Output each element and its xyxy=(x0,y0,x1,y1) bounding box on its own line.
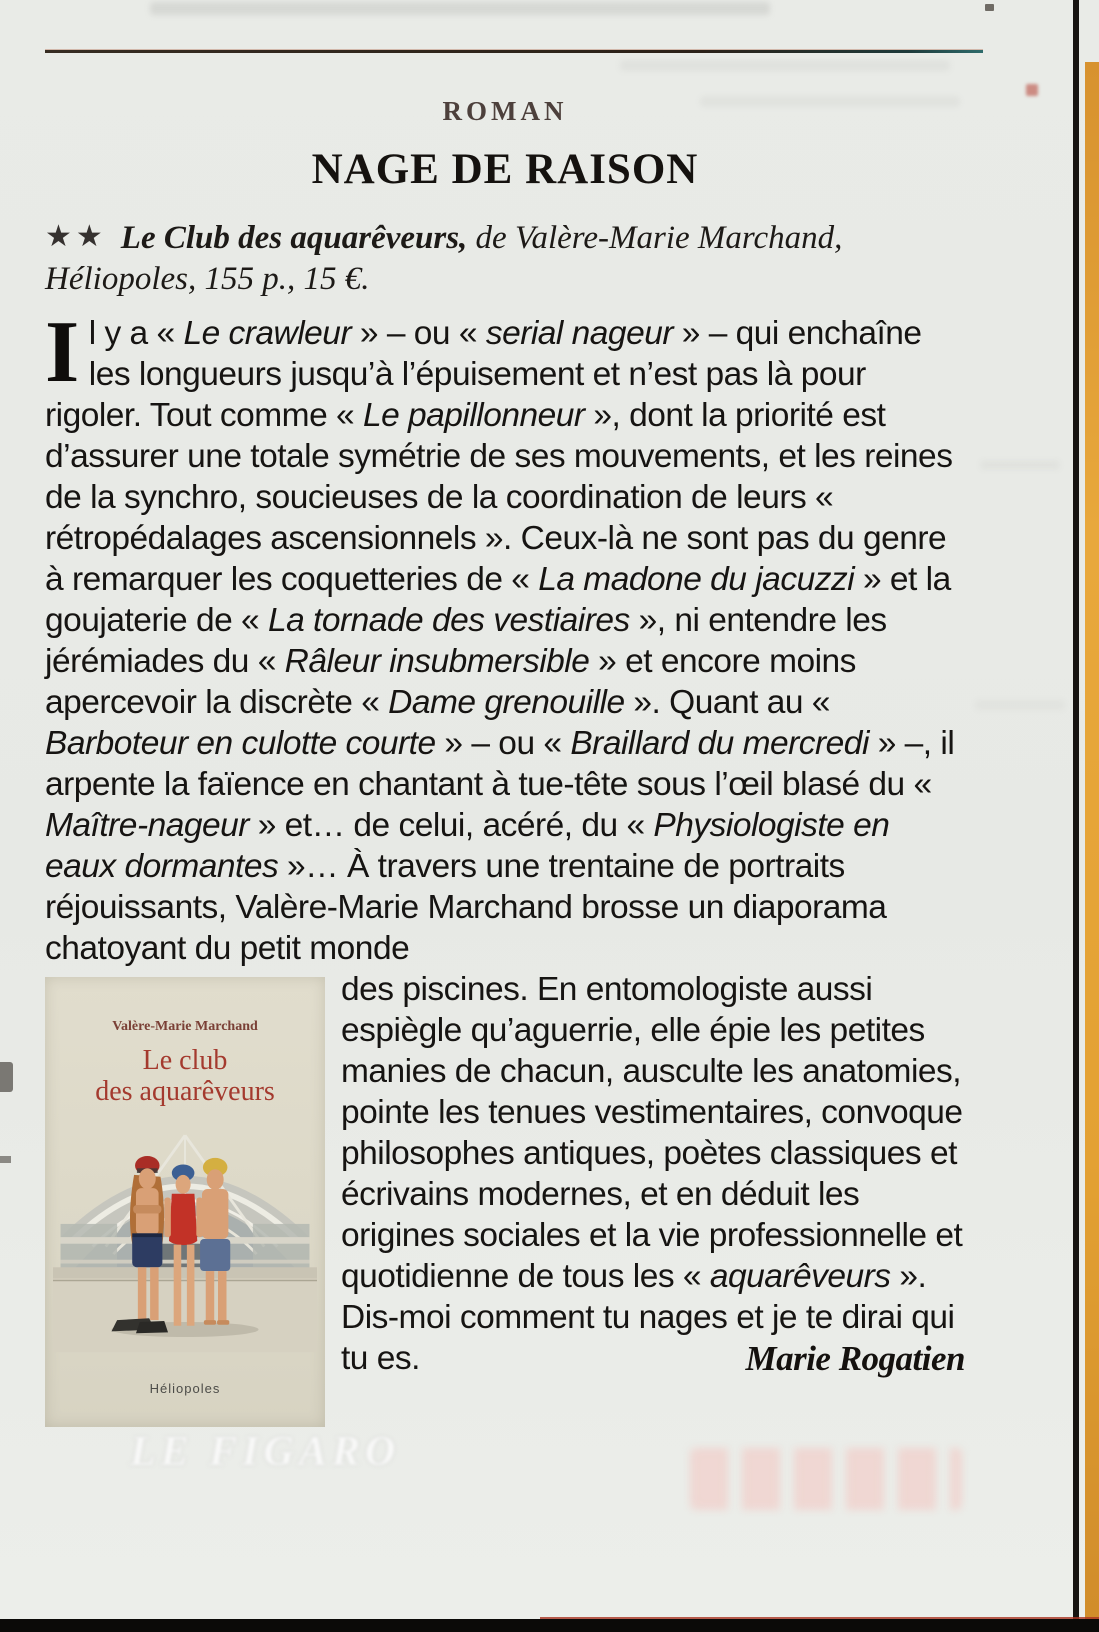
red-ink-speck xyxy=(1026,84,1038,96)
book-publisher-price: Héliopoles, 155 p., 15 €. xyxy=(45,261,370,297)
body-segment: » – qui enchaîne les longueurs jusqu’à l’épuisement et n’est pas là pour rigoler. Tout comme « xyxy=(45,315,922,434)
italic-phrase: Râleur insubmersible xyxy=(284,643,590,680)
cover-title-line1: Le club xyxy=(142,1045,228,1076)
ink-speck xyxy=(985,4,994,11)
cover-publisher: Héliopoles xyxy=(149,1381,221,1396)
bleed-through-masthead: LE FIGARO xyxy=(130,1429,401,1475)
body-segment: » et la goujaterie de « xyxy=(45,561,951,639)
bleed-through-smudge xyxy=(975,700,1065,710)
italic-phrase: Dame grenouille xyxy=(388,684,625,721)
cover-title-line2: des aquarêveurs xyxy=(95,1076,275,1107)
article-column xyxy=(45,96,965,1431)
right-column-rule xyxy=(1073,0,1079,1632)
book-cover-illustration xyxy=(53,1119,317,1359)
italic-phrase: Le papillonneur xyxy=(362,397,585,434)
rating-stars: ★★ xyxy=(45,220,107,253)
italic-phrase: Physiologiste en eaux dormantes xyxy=(45,807,890,885)
clipped-neighbor-text-mark xyxy=(0,1062,13,1092)
book-cover xyxy=(45,977,325,1427)
italic-phrase: Le crawleur xyxy=(183,315,352,352)
body-segment: » – ou « xyxy=(435,725,571,762)
body-segment: des piscines. En entomologiste aussi espiègle qu’aguerrie, elle épie les petites manies de chacun, ausculte les anatomies, pointe les tenues vestimentaires, convoque philosophes antiques, poètes classiques et écrivains modernes, et en déduit les origines sociales et la vie professionnelle et quotidienne de tous les « xyxy=(341,971,963,1295)
body-segment: » et… de celui, acéré, du « xyxy=(248,807,654,844)
clipped-neighbor-text-mark xyxy=(0,1156,11,1163)
section-kicker: ROMAN xyxy=(442,96,568,126)
bleed-through-pink-letters xyxy=(690,1448,962,1510)
body-segment: »… À travers une trentaine de portraits réjouissants, Valère-Marie Marchand brosse un diaporama chatoyant du petit monde xyxy=(45,848,887,967)
body-segment: », ni entendre les jérémiades du « xyxy=(45,602,887,680)
body-segment: ». Dis-moi comment tu nages et je te dirai qui tu es. xyxy=(341,1258,955,1377)
italic-phrase: Barboteur en culotte courte xyxy=(45,725,436,762)
body-segment: », dont la priorité est d’assurer une totale symétrie de ses mouvements, et les reines de la synchro, soucieuses de la coordination de leurs « rétropédalages ascensionnels ». Ceux-là ne sont pas du genre à remarquer les coquetteries de « xyxy=(45,397,953,598)
bleed-through-smudge xyxy=(620,60,950,71)
scan-edge-black-strip xyxy=(0,1619,1099,1632)
body-segment: » –, il arpente la faïence en chantant à tue-tête sous l’œil blasé du « xyxy=(45,725,955,803)
drop-cap: I xyxy=(45,304,79,401)
body-segment: ». Quant au « xyxy=(624,684,830,721)
italic-phrase: serial nageur xyxy=(485,315,673,352)
article-title: NAGE DE RAISON xyxy=(311,146,699,193)
bleed-through-smudge xyxy=(150,2,770,15)
article-body-part1 xyxy=(45,304,965,969)
top-horizontal-rule xyxy=(45,50,983,53)
author-signature: Marie Rogatien xyxy=(745,1339,965,1378)
italic-phrase: Maître-nageur xyxy=(45,807,249,844)
italic-phrase: Braillard du mercredi xyxy=(570,725,869,762)
cover-author: Valère-Marie Marchand xyxy=(112,1019,258,1034)
body-segment: » et encore moins apercevoir la discrète « xyxy=(45,643,856,721)
cover-title xyxy=(45,1045,325,1107)
body-segment: » – ou « xyxy=(351,315,486,352)
book-reference-byline xyxy=(45,218,965,299)
article-body-part2 xyxy=(45,969,965,1396)
book-title: Le Club des aquarêveurs, xyxy=(120,220,468,256)
italic-phrase: aquarêveurs xyxy=(709,1258,891,1295)
body-segment: l y a « xyxy=(88,315,184,352)
page-edge-orange-strip xyxy=(1085,62,1099,1632)
bleed-through-smudge xyxy=(980,460,1060,470)
italic-phrase: La tornade des vestiaires xyxy=(267,602,630,639)
italic-phrase: La madone du jacuzzi xyxy=(538,561,855,598)
book-author: de Valère-Marie Marchand, xyxy=(467,220,843,256)
